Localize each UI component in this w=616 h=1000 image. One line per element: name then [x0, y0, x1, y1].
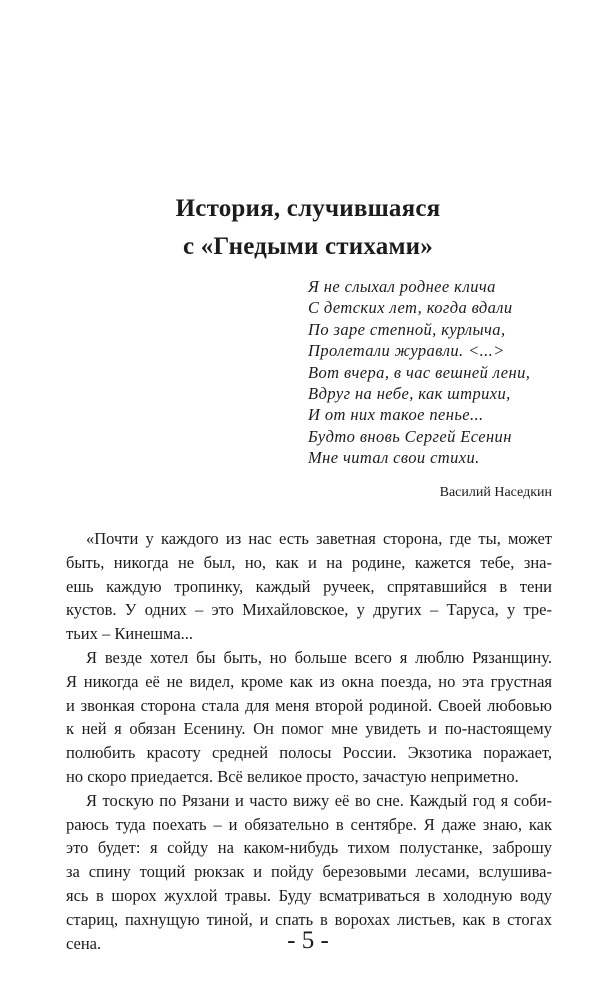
epigraph-line: Я не слыхал роднее клича	[308, 277, 496, 296]
body-line: Я везде хотел бы быть, но больше всего я люблю Рязанщину.	[86, 647, 552, 667]
epigraph-line: Вдруг на небе, как штрихи,	[308, 384, 511, 404]
page-number: - 5 -	[287, 927, 329, 954]
body-line: за спину тощий рюкзак и пойду березовыми лесами, вслушива-	[66, 862, 552, 882]
body-line: Я никогда её не видел, кроме как из окна поезда, но эта грустная	[66, 671, 552, 691]
body-line: это будет: я сойду на каком-нибудь тихом полустанке, заброшу	[66, 838, 552, 858]
body-line: раюсь туда поехать – и обязательно в сентябре. Я даже знаю, как	[66, 814, 552, 834]
body-line: сена.	[66, 933, 102, 953]
body-line: стариц, пахнущую тиной, и спать в ворохах листьев, как в стогах	[66, 909, 552, 929]
body-line: к ней я обязан Есенину. Он помог мне увидеть и по-настоящему	[66, 719, 552, 739]
chapter-title-line-1: История, случившаяся	[175, 195, 441, 222]
body-line: ешь каждую тропинку, каждый ручеек, спрятавшийся в тени	[66, 576, 552, 596]
epigraph-line: По заре степной, курлыча,	[308, 319, 506, 339]
body-line: «Почти у каждого из нас есть заветная сторона, где ты, может	[86, 529, 552, 548]
epigraph-author: Василий Наседкин	[439, 485, 552, 500]
epigraph-line: Мне читал свои стихи.	[308, 448, 480, 468]
body-line: быть, никогда не был, но, как и на родине, кажется тебе, зна-	[66, 552, 552, 572]
chapter-title-line-2: с «Гнедыми стихами»	[182, 233, 433, 260]
epigraph-line: Вот вчера, в час вешней лени,	[308, 362, 531, 382]
epigraph-line: И от них такое пенье...	[308, 405, 484, 425]
epigraph-poem	[308, 276, 530, 469]
body-line: и звонкая сторона стала для меня второй родиной. Своей любовью	[66, 695, 552, 715]
epigraph-line: С детских лет, когда вдали	[308, 298, 513, 318]
body-line: но скоро приедается. Всё великое просто, зачастую неприметно.	[66, 766, 519, 786]
epigraph-line: Пролетали журавли. <...>	[308, 341, 505, 361]
body-line: тьих – Кинешма...	[66, 624, 194, 644]
body-line: кустов. У одних – это Михайловское, у других – Таруса, у тре-	[66, 600, 552, 620]
body-text	[66, 527, 552, 955]
body-line: полюбить красоту средней полосы России. Экзотика поражает,	[66, 743, 552, 763]
body-line: ясь в шорох жухлой травы. Буду всматриваться в холодную воду	[66, 885, 552, 905]
body-line: Я тоскую по Рязани и часто вижу её во сне. Каждый год я соби-	[86, 790, 552, 810]
chapter-title	[0, 190, 616, 266]
epigraph-line: Будто вновь Сергей Есенин	[308, 426, 512, 446]
